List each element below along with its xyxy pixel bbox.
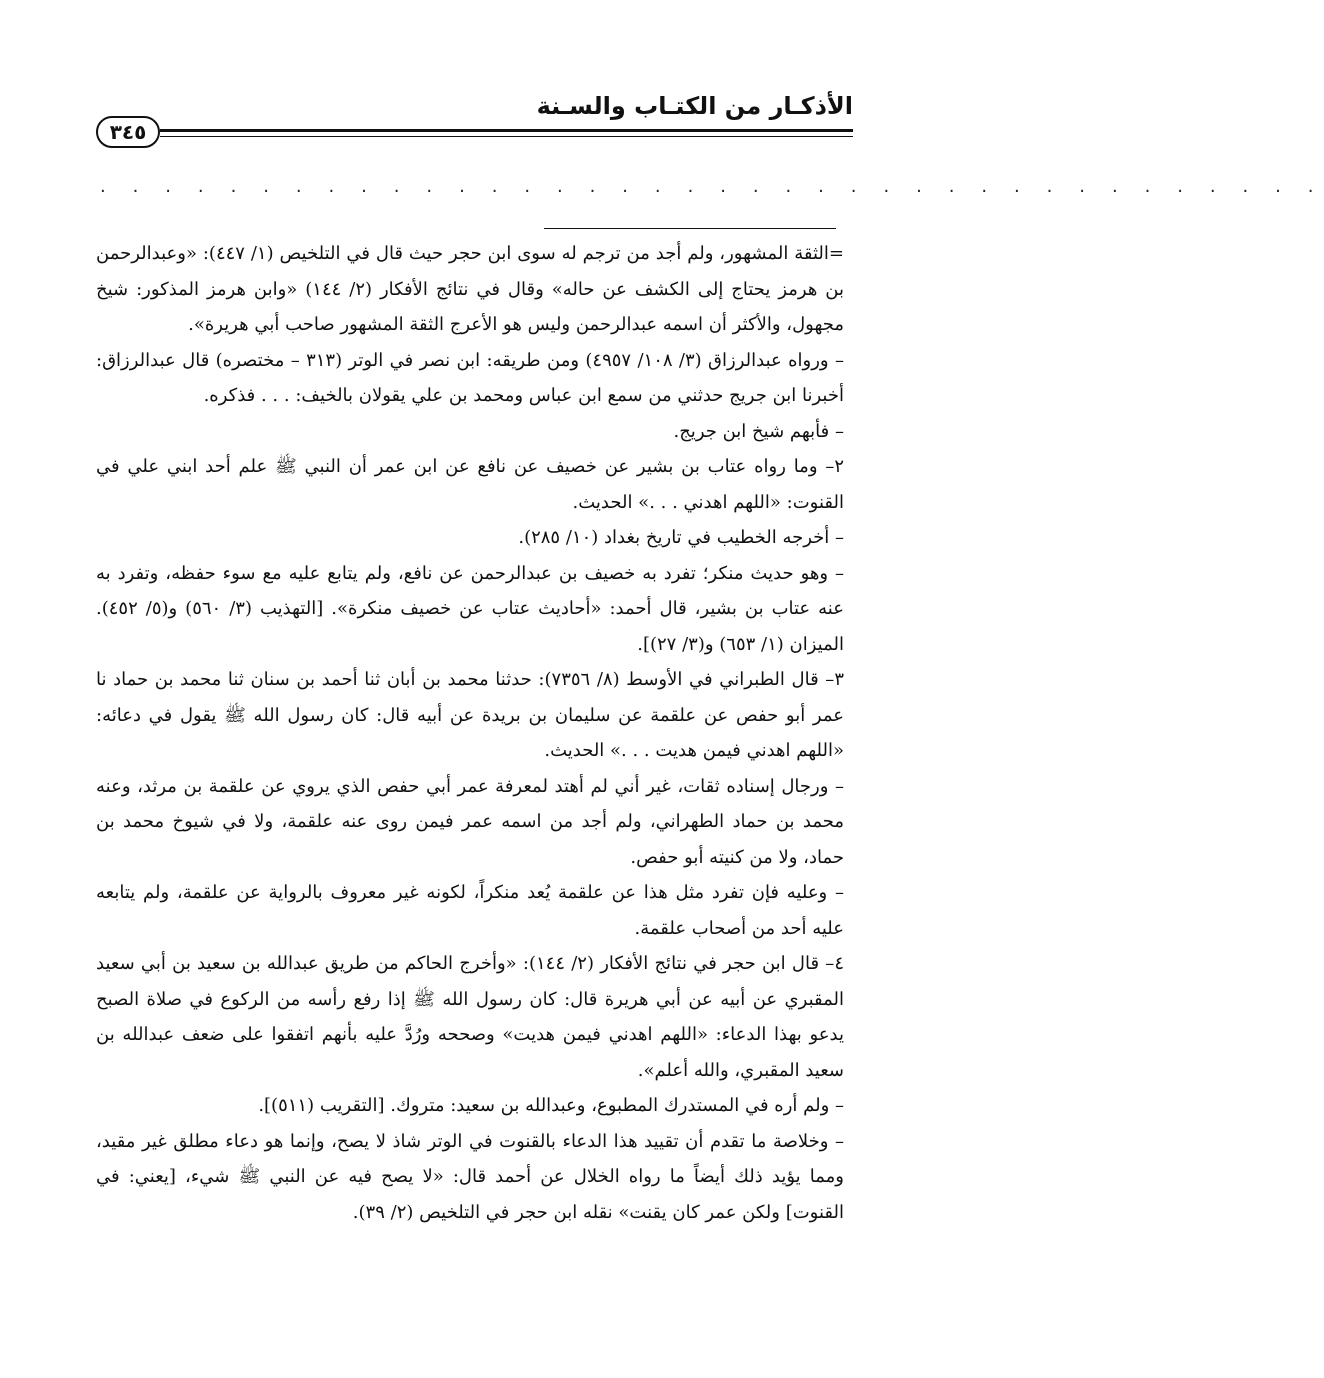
paragraph: – ولم أره في المستدرك المطبوع، وعبدالله بن سعيد: متروك. [التقريب (٥١١)].: [258, 1095, 844, 1116]
running-header: [96, 92, 853, 154]
paragraph: – وخلاصة ما تقدم أن تقييد هذا الدعاء بالقنوت في الوتر شاذ لا يصح، وإنما هو دعاء مطلق غير مقيد، ومما يؤيد ذلك أيضاً ما رواه الخلال عن أحمد قال: «لا يصح فيه عن النبي ﷺ شيء، [يعني: في القنوت] ولكن عمر كان يقنت» نقله ابن حجر في التلخيص (٢/ ٣٩).: [96, 1130, 844, 1223]
footnote-text: [96, 236, 844, 1230]
paragraph: – وعليه فإن تفرد مثل هذا عن علقمة يُعد منكراً، لكونه غير معروف بالرواية عن علقمة، ولم يتابعه عليه أحد من أصحاب علقمة.: [96, 882, 845, 939]
paragraph: – ورجال إسناده ثقات، غير أني لم أهتد لمعرفة عمر أبي حفص الذي يروي عن علقمة بن مرثد، وعنه محمد بن حماد الطهراني، ولم أجد من اسمه عمر فيمن روى عنه علقمة، ولا في شيوخ محمد بن حماد، ولا من كنيته أبو حفص.: [96, 775, 844, 868]
paragraph: – فأبهم شيخ ابن جريج.: [673, 420, 844, 442]
paragraph: – وهو حديث منكر؛ تفرد به خصيف بن عبدالرحمن عن نافع، ولم يتابع عليه مع سوء حفظه، وتفرد به عنه عتاب بن بشير، قال أحمد: «أحاديث عتاب عن خصيف منكرة». [التهذيب (٣/ ٥٦٠) و(٥/ ٤٥٢). الميزان (١/ ٦٥٣) و(٣/ ٢٧)].: [96, 562, 844, 655]
separator-dots: . . . . . . . . . . . . . . . . . . . . . . . . . . . . . . . . . . . . . .: [100, 176, 1324, 197]
footnote-rule: [544, 228, 836, 229]
header-rule-thin: [160, 136, 853, 137]
paragraph: – أخرجه الخطيب في تاريخ بغداد (١٠/ ٢٨٥).: [518, 527, 844, 548]
page-number: ٣٤٥: [96, 116, 160, 148]
paragraph: =الثقة المشهور، ولم أجد من ترجم له سوى ابن حجر حيث قال في التلخيص (١/ ٤٤٧): «وعبدالرحمن بن هرمز يحتاج إلى الكشف عن حاله» وقال في نتائج الأفكار (٢/ ١٤٤) «وابن هرمز المذكور: شيخ مجهول، والأكثر أن اسمه عبدالرحمن وليس هو الأعرج الثقة المشهور صاحب أبي هريرة».: [96, 243, 844, 335]
header-rule-thick: [160, 129, 853, 132]
paragraph: ٣– قال الطبراني في الأوسط (٨/ ٧٣٥٦): حدثنا محمد بن أبان ثنا أحمد بن سنان ثنا محمد بن حماد نا عمر أبو حفص عن علقمة عن سليمان بن بريدة عن أبيه قال: كان رسول الله ﷺ يقول في دعائه: «اللهم اهدني فيمن هديت . . .» الحديث.: [96, 669, 844, 761]
paragraph: ٢– وما رواه عتاب بن بشير عن خصيف عن نافع عن ابن عمر أن النبي ﷺ علم أحد ابني علي في القنوت: «اللهم اهدني . . .» الحديث.: [96, 456, 844, 513]
paragraph: – ورواه عبدالرزاق (٣/ ١٠٨/ ٤٩٥٧) ومن طريقه: ابن نصر في الوتر (٣١٣ – مختصره) قال عبدالرزاق: أخبرنا ابن جريج حدثني من سمع ابن عباس ومحمد بن علي يقولان بالخيف: . . . فذكره.: [96, 349, 844, 406]
paragraph: ٤– قال ابن حجر في نتائج الأفكار (٢/ ١٤٤): «وأخرج الحاكم من طريق عبدالله بن سعيد بن أبي سعيد المقبري عن أبيه عن أبي هريرة قال: كان رسول الله ﷺ إذا رفع رأسه من الركوع في صلاة الصبح يدعو بهذا الدعاء: «اللهم اهدني فيمن هديت» وصححه ورُدَّ عليه بأنهم اتفقوا على ضعف عبدالله بن سعيد المقبري، والله أعلم».: [96, 953, 844, 1081]
book-title: الأذكـار من الكتـاب والسـنة: [536, 92, 853, 120]
